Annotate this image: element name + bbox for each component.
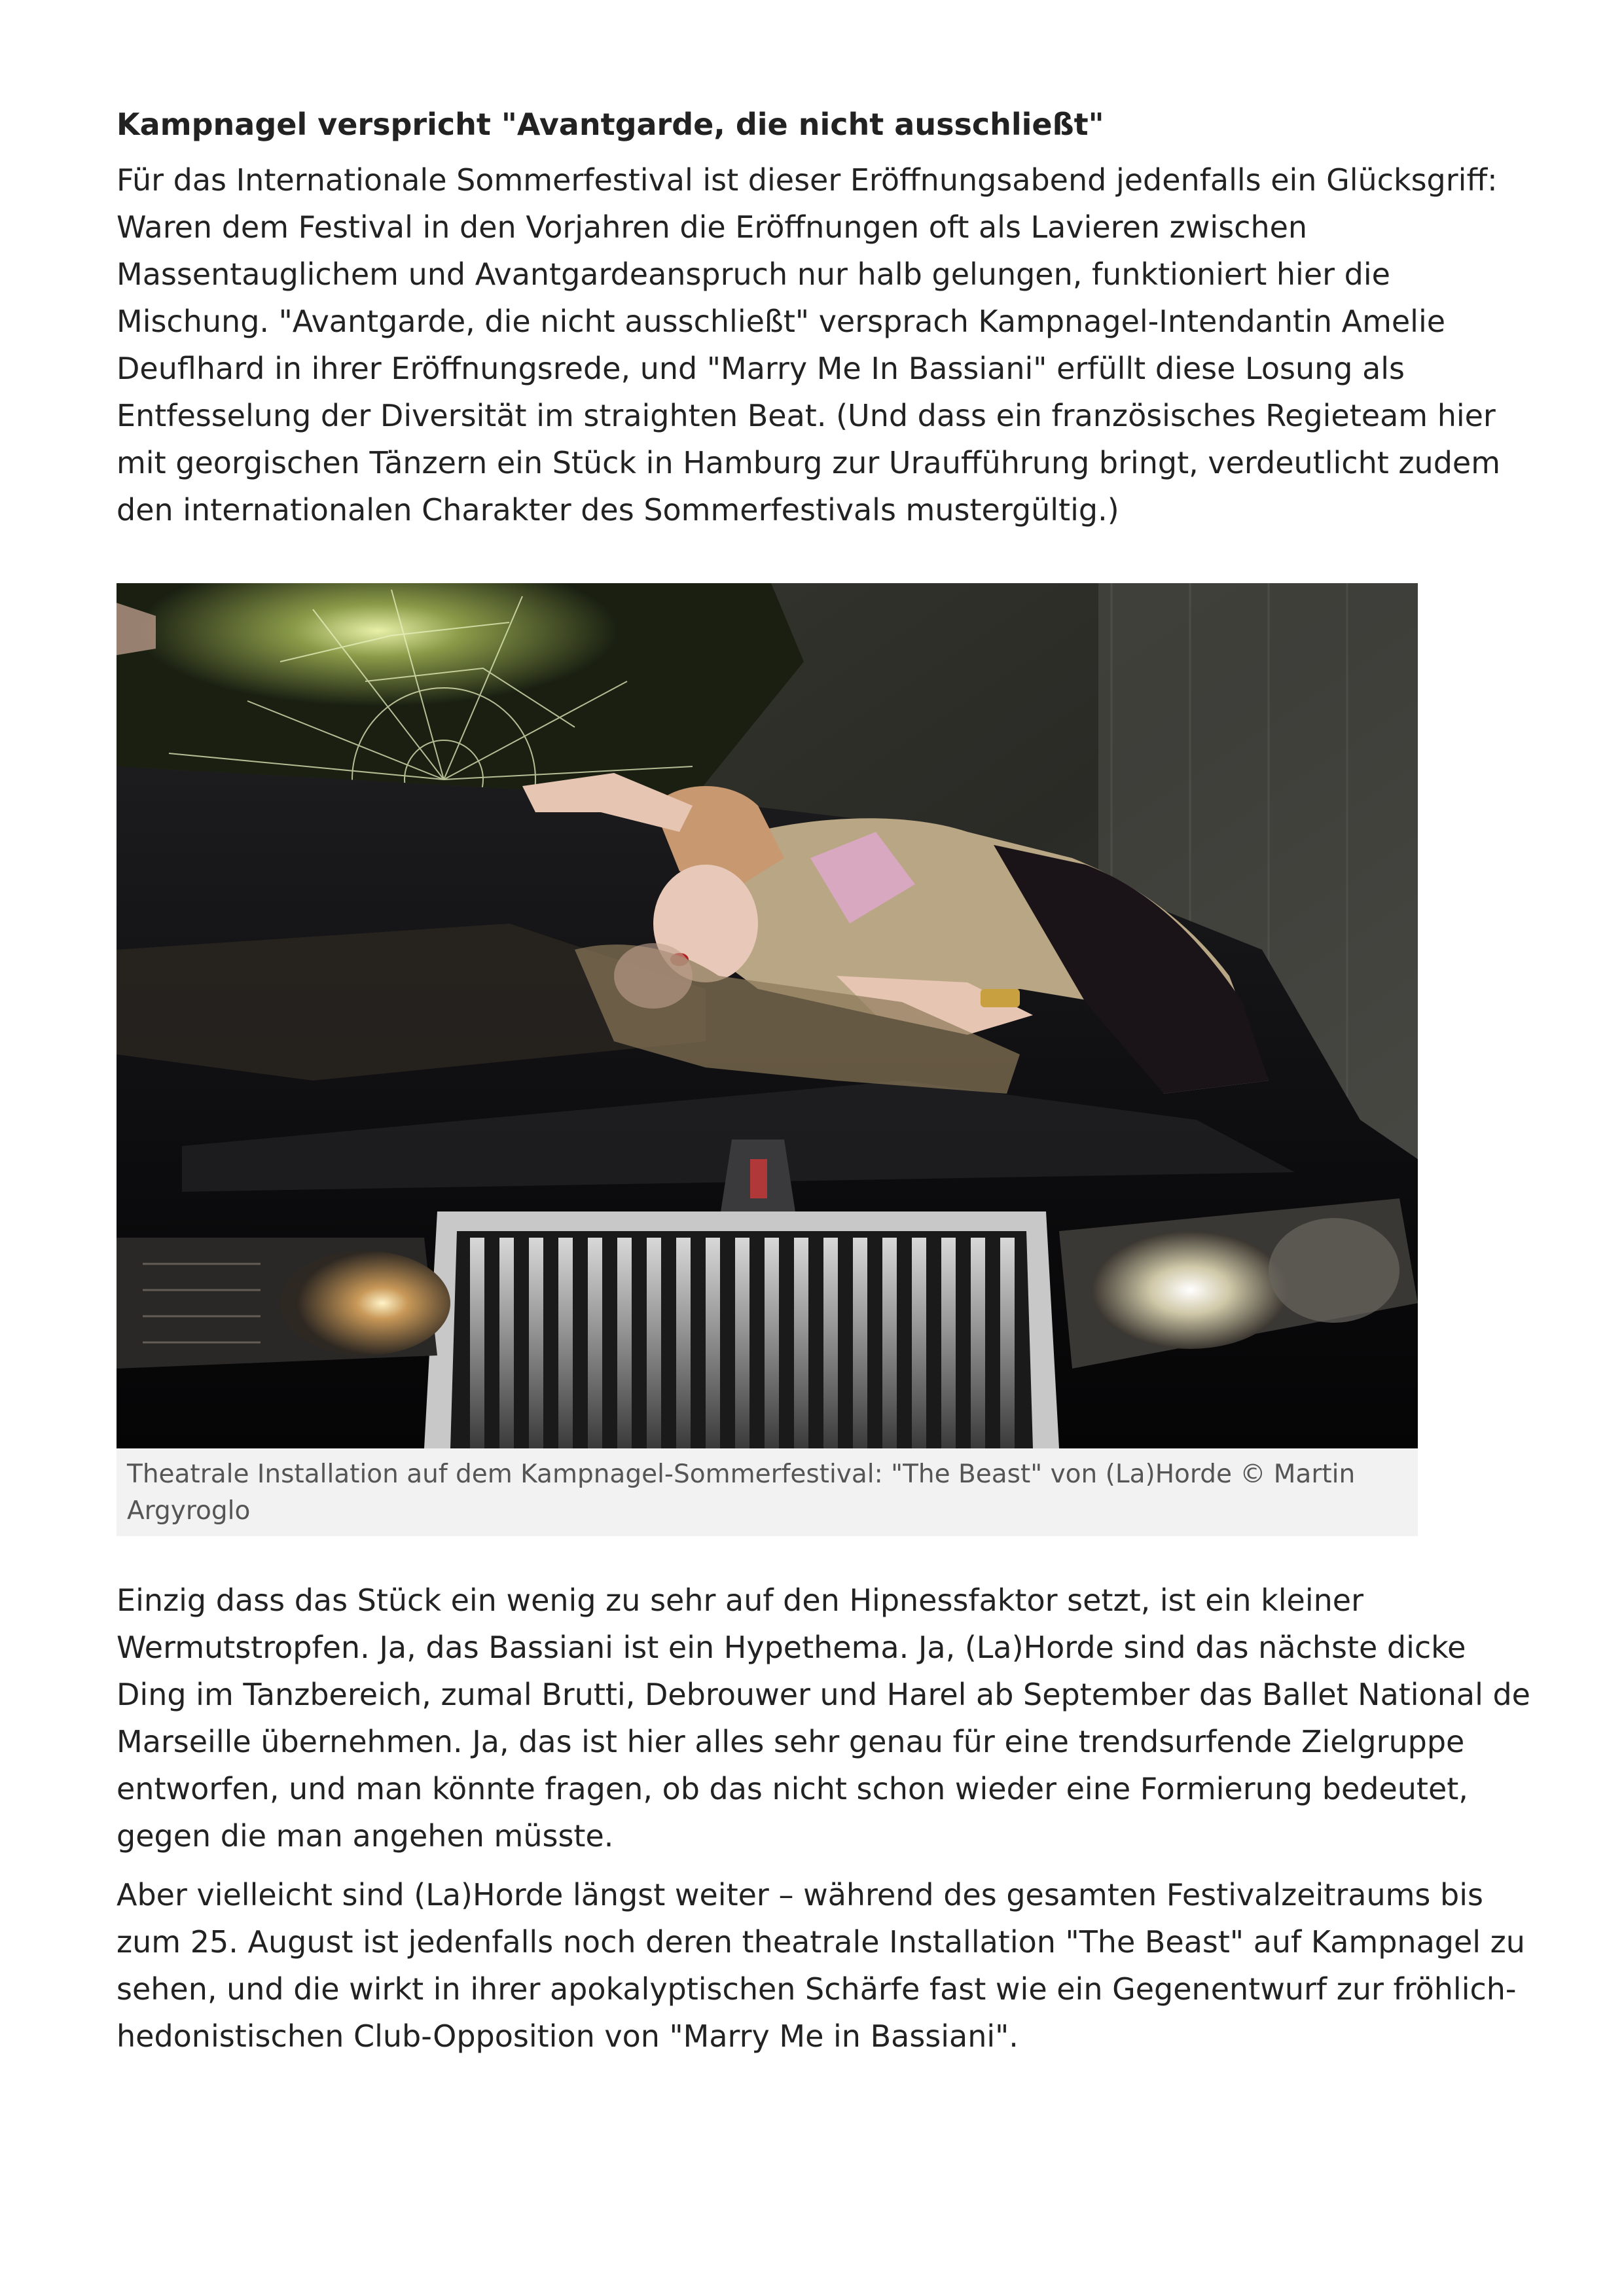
paragraph-hipness: Einzig dass das Stück ein wenig zu sehr auf den Hipnessfaktor setzt, ist ein kleiner Wermutstropfen. Ja, das Bassiani ist ein Hypethema. Ja, (La)Horde sind das nächste dicke Ding im Tanzbereich, zumal Brutti, Debrouwer und Harel ab September das Ballet National de Marseille übernehmen. Ja, das ist hier alles sehr genau für eine trendsurfende Zielgruppe entworfen, und man könnte fragen, ob das nicht schon wieder eine Formierung bedeutet, gegen die man angehen müsste.	[117, 1583, 1530, 1854]
paragraph-intro: Für das Internationale Sommerfestival ist dieser Eröffnungsabend jedenfalls ein Glücksgriff: Waren dem Festival in den Vorjahren die Eröffnungen oft als Lavieren zwischen Massentauglichem und Avantgardeanspruch nur halb gelungen, funktioniert hier die Mischung. "Avantgarde, die nicht ausschließt" versprach Kampnagel-Intendantin Amelie Deuflhard in ihrer Eröffnungsrede, und "Marry Me In Bassiani" erfüllt diese Losung als Entfesselung der Diversität im straighten Beat. (Und dass ein französisches Regieteam hier mit georgischen Tänzern ein Stück in Hamburg zur Uraufführung bringt, verdeutlicht zudem den internationalen Charakter des Sommerfestivals mustergültig.)	[117, 162, 1501, 528]
figure-caption: Theatrale Installation auf dem Kampnagel-Sommerfestival: "The Beast" von (La)Horde © Martin Argyroglo	[117, 1448, 1418, 1536]
paragraph-the-beast: Aber vielleicht sind (La)Horde längst weiter – während des gesamten Festivalzeitraums bis zum 25. August ist jedenfalls noch deren theatrale Installation "The Beast" auf Kampnagel zu sehen, und die wirkt in ihrer apokalyptischen Schärfe fast wie ein Gegenentwurf zur fröhlich-hedonistischen Club-Opposition von "Marry Me in Bassiani".	[117, 1877, 1525, 2054]
section-heading: Kampnagel verspricht "Avantgarde, die nicht ausschließt"	[117, 107, 1104, 142]
photo-woman-on-car-hood	[117, 583, 1418, 1448]
article	[117, 101, 1543, 2060]
article-figure	[117, 583, 1418, 1536]
